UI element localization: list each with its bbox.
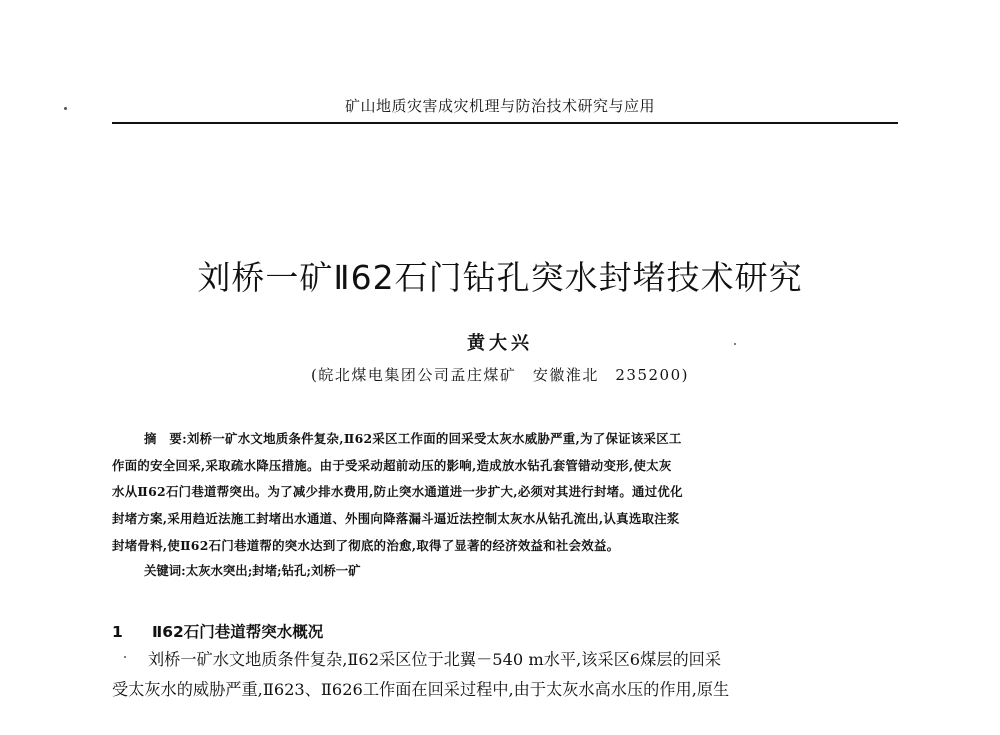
header-rule (112, 122, 898, 124)
author-name: 黄大兴 (467, 333, 533, 354)
keywords: 关键词:太灰水突出;封堵;钻孔;刘桥一矿 (144, 563, 361, 578)
author-affiliation: (皖北煤电集团公司孟庄煤矿 安徽淮北 235200) (311, 366, 689, 384)
abstract (112, 426, 900, 559)
body-line: 刘桥一矿水文地质条件复杂,Ⅱ62采区位于北翼－540 m水平,该采区6煤层的回采 (148, 650, 722, 669)
abstract-line: 摘 要:刘桥一矿水文地质条件复杂,Ⅱ62采区工作面的回采受太灰水威胁严重,为了保证该采区工 (144, 431, 682, 446)
section-title: Ⅱ62石门巷道帮突水概况 (152, 623, 324, 641)
abstract-line: 封堵方案,采用趋近法施工封堵出水通道、外围向降落漏斗逼近法控制太灰水从钻孔流出,认真选取注浆 (112, 511, 680, 527)
paper-title: 刘桥一矿Ⅱ62石门钻孔突水封堵技术研究 (197, 258, 803, 297)
abstract-line: 作面的安全回采,采取疏水降压措施。由于受采动超前动压的影响,造成放水钻孔套管错动变形,使太灰 (112, 457, 672, 473)
scan-speck (124, 656, 126, 658)
body-line: 受太灰水的威胁严重,Ⅱ623、Ⅱ626工作面在回采过程中,由于太灰水高水压的作用,原生 (112, 680, 730, 699)
section-heading (112, 620, 323, 642)
scan-speck (734, 343, 736, 345)
body-text (112, 645, 900, 735)
abstract-line: 水从Ⅱ62石门巷道帮突出。为了减少排水费用,防止突水通道进一步扩大,必须对其进行封堵。通过优化 (112, 484, 683, 500)
section-number: 1 (112, 623, 123, 641)
running-header: 矿山地质灾害成灾机理与防治技术研究与应用 (344, 97, 655, 115)
scan-speck (64, 107, 67, 110)
abstract-line: 封堵骨料,使Ⅱ62石门巷道帮的突水达到了彻底的治愈,取得了显著的经济效益和社会效益。 (112, 537, 620, 553)
